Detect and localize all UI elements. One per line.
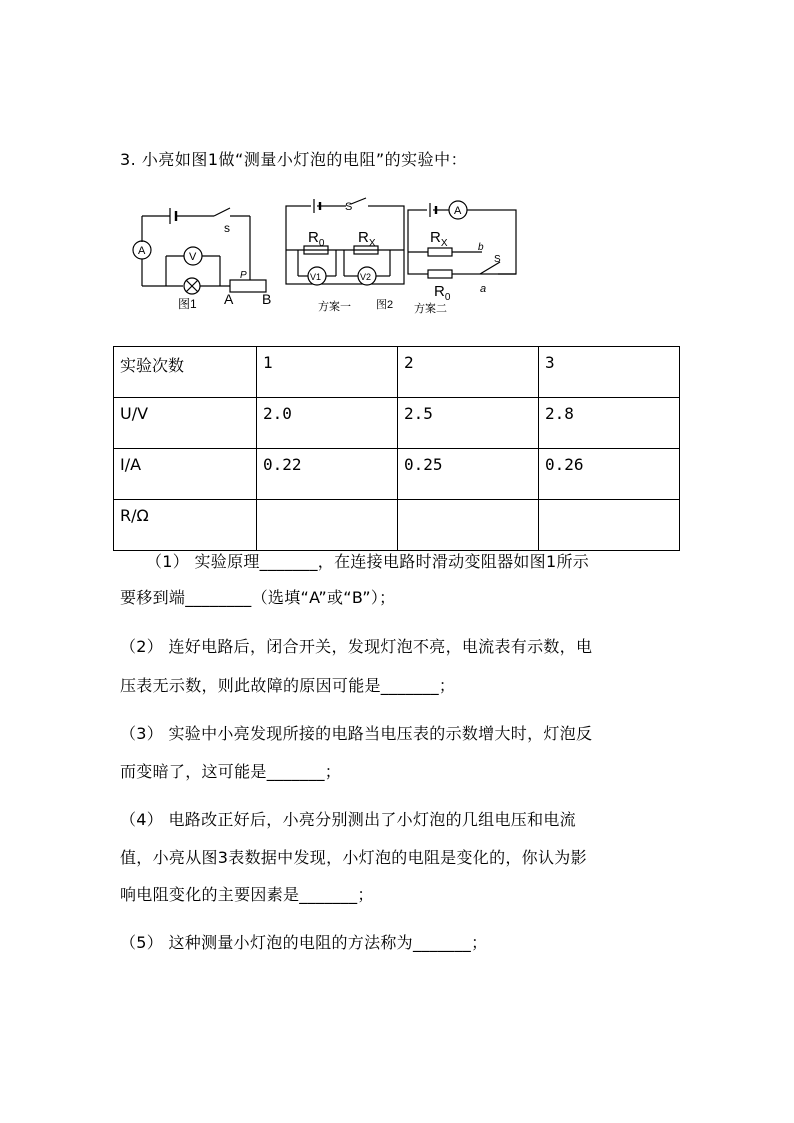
q3-line2: 而变暗了，这可能是_______；: [120, 762, 342, 781]
table-cell: 实验次数: [114, 347, 257, 398]
fig1-switch-label: s: [224, 221, 230, 235]
q1-line1: （1） 实验原理_______，在连接电路时滑动变阻器如图1所示: [146, 552, 590, 571]
table-cell: [398, 500, 539, 551]
table-cell: [257, 500, 398, 551]
rx2-main: R: [430, 229, 441, 246]
measurement-table: [113, 346, 680, 551]
r02-main: R: [434, 283, 445, 300]
plan1-caption: 方案一: [318, 301, 351, 313]
table-cell: 2.5: [398, 398, 539, 449]
rx-main: R: [358, 229, 369, 246]
question-title: 3. 小亮如图1做“测量小灯泡的电阻”的实验中：: [120, 150, 468, 169]
table-cell: R/Ω: [114, 500, 257, 551]
rx-sub: X: [368, 238, 376, 249]
fig1-terminal-b: B: [262, 291, 272, 307]
q2-line2: 压表无示数，则此故障的原因可能是_______；: [120, 676, 456, 695]
fig2-caption: 图2: [376, 299, 394, 311]
fig1-ammeter-label: A: [138, 245, 146, 257]
fig1-slider-label: P: [240, 270, 247, 281]
table-row: [114, 398, 680, 449]
table-cell: 2.8: [539, 398, 680, 449]
fig1-voltmeter-label: V: [189, 251, 197, 263]
node-a-label: a: [480, 283, 487, 295]
table-cell: I/A: [114, 449, 257, 500]
table-cell: [539, 500, 680, 551]
table-cell: 0.25: [398, 449, 539, 500]
q4-line3: 响电阻变化的主要因素是_______；: [120, 885, 374, 904]
circuit-figures: [118, 192, 528, 320]
q2-line1: （2） 连好电路后，闭合开关，发现灯泡不亮，电流表有示数，电: [120, 637, 593, 656]
r0-sub: 0: [318, 238, 325, 249]
r02-sub: 0: [444, 292, 451, 303]
node-b-label: b: [478, 242, 484, 253]
table-row: [114, 500, 680, 551]
fig1-caption: 图1: [178, 297, 197, 311]
table-cell: 1: [257, 347, 398, 398]
circuit-diagrams-svg: [118, 192, 528, 320]
fig2-ammeter-label: A: [454, 205, 462, 217]
q4-line2: 值，小亮从图3表数据中发现，小灯泡的电阻是变化的，你认为影: [120, 848, 587, 867]
table-cell: 2.0: [257, 398, 398, 449]
plan2-caption: 方案二: [414, 303, 447, 315]
fig2-switch-label: S: [345, 201, 353, 213]
q1-line2: 要移到端________（选填“A”或“B”）；: [120, 588, 396, 607]
r02-label: [434, 283, 451, 303]
table-cell: U/V: [114, 398, 257, 449]
fig2b-switch-label: S: [494, 254, 501, 265]
table-row: [114, 347, 680, 398]
fig1-terminal-a: A: [224, 291, 234, 307]
table-cell: 0.22: [257, 449, 398, 500]
rx2-sub: X: [440, 238, 448, 249]
rx2-label: [430, 229, 448, 249]
v1-label: V1: [310, 272, 322, 282]
table-cell: 0.26: [539, 449, 680, 500]
table-cell: 2: [398, 347, 539, 398]
q5-line1: （5） 这种测量小灯泡的电阻的方法称为_______；: [120, 933, 488, 952]
r0-main: R: [308, 229, 319, 246]
table-row: [114, 449, 680, 500]
v2-label: V2: [360, 272, 372, 282]
table-cell: 3: [539, 347, 680, 398]
q3-line1: （3） 实验中小亮发现所接的电路当电压表的示数增大时，灯泡反: [120, 724, 593, 743]
q4-line1: （4） 电路改正好后，小亮分别测出了小灯泡的几组电压和电流: [120, 810, 576, 829]
